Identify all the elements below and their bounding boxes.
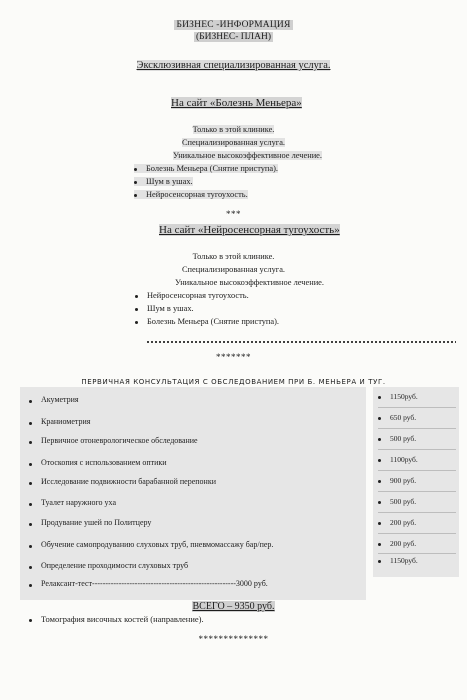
- bullet-dot-icon: [378, 459, 381, 462]
- service-name: Краниометрия: [41, 417, 91, 426]
- price-divider: [378, 553, 456, 554]
- service-name: Релаксант-тест------------------------------------------------------3000 руб.: [41, 579, 268, 588]
- price-value: 200 руб.: [390, 539, 417, 548]
- price-divider: [378, 512, 456, 513]
- bullet-dot-icon: [134, 181, 137, 184]
- section1-title: На сайт «Болезнь Меньера»: [171, 97, 302, 109]
- bullet-dot-icon: [135, 308, 138, 311]
- bullet-dot-icon: [378, 522, 381, 525]
- header-title: БИЗНЕС -ИНФОРМАЦИЯ: [176, 20, 291, 30]
- bullet-dot-icon: [29, 441, 32, 444]
- bullet-dot-icon: [134, 194, 137, 197]
- service-name: Определение проходимости слуховых труб: [41, 561, 189, 570]
- service-name: Отоскопия с использованием оптики: [41, 458, 167, 467]
- dotted-divider: [146, 341, 456, 343]
- section1-bullet-3: Нейросенсорная тугоухость.: [134, 189, 248, 201]
- bullet-dot-icon: [378, 560, 381, 563]
- price-row: [378, 518, 416, 527]
- section1-line-3: Уникальное высокоэффективное лечение.: [173, 151, 322, 160]
- service-row: [29, 579, 268, 588]
- price-row: [378, 392, 418, 401]
- service-row: [29, 561, 188, 570]
- price-divider: [378, 533, 456, 534]
- section1-line-2: Специализированная услуга.: [181, 138, 286, 147]
- service-row: [29, 518, 151, 527]
- price-divider: [378, 449, 456, 450]
- bullet-dot-icon: [378, 417, 381, 420]
- price-row: [378, 434, 416, 443]
- bullet-dot-icon: [29, 545, 32, 548]
- service-row: [29, 477, 216, 486]
- service-row: [29, 498, 116, 507]
- section2-bullet-1: Нейросенсорная тугоухость.: [135, 290, 249, 302]
- price-row: [378, 476, 416, 485]
- bullet-dot-icon: [378, 501, 381, 504]
- bullet-dot-icon: [29, 482, 32, 485]
- price-row: [378, 497, 416, 506]
- section2-title: На сайт «Нейросенсорная тугоухость»: [159, 224, 340, 236]
- section2-bullet-2: Шум в ушах.: [135, 303, 194, 315]
- bullet-dot-icon: [29, 400, 32, 403]
- bullet-dot-icon: [29, 566, 32, 569]
- service-row: [29, 417, 90, 426]
- service-row: [29, 395, 79, 404]
- service-name: Акуметрия: [41, 395, 79, 404]
- price-value: 200 руб.: [390, 518, 417, 527]
- section1-bullet-2: Шум в ушах.: [134, 176, 193, 188]
- separator-stars-1: ***: [226, 209, 241, 219]
- service-name: Первичное отоневрологическое обследование: [41, 436, 198, 445]
- service-name: Продувание ушей по Политцеру: [41, 518, 152, 527]
- bullet-dot-icon: [134, 168, 137, 171]
- bullet-dot-icon: [135, 295, 138, 298]
- service-name: Туалет наружного уха: [41, 498, 116, 507]
- bullet-dot-icon: [378, 543, 381, 546]
- section2-line-2: Специализированная услуга.: [181, 265, 286, 274]
- section2-line-1: Только в этой клинике.: [192, 252, 275, 261]
- bullet-dot-icon: [29, 422, 32, 425]
- service-row: [29, 458, 167, 467]
- price-row: [378, 539, 416, 548]
- separator-stars-2: *******: [216, 352, 251, 362]
- bullet-dot-icon: [29, 523, 32, 526]
- document-subtitle: Эксклюзивная специализированная услуга.: [136, 60, 331, 71]
- bullet-dot-icon: [378, 480, 381, 483]
- price-divider: [378, 428, 456, 429]
- section1-line-1: Только в этой клинике.: [192, 125, 275, 134]
- bullet-dot-icon: [135, 321, 138, 324]
- price-value: 1150руб.: [390, 556, 418, 565]
- price-row: [378, 413, 416, 422]
- price-value: 900 руб.: [390, 476, 417, 485]
- bullet-dot-icon: [29, 619, 32, 622]
- bullet-dot-icon: [378, 396, 381, 399]
- section1-bullet-1: Болезнь Меньера (Снятие приступа).: [134, 163, 278, 175]
- service-row: [29, 540, 273, 549]
- bullet-dot-icon: [29, 463, 32, 466]
- price-divider: [378, 407, 456, 408]
- price-value: 650 руб.: [390, 413, 417, 422]
- price-value: 1100руб.: [390, 455, 418, 464]
- service-name: Обучение самопродуванию слуховых труб, пневмомассажу бар/пер.: [41, 540, 274, 549]
- table-title: ПЕРВИЧНАЯ КОНСУЛЬТАЦИЯ С ОБСЛЕДОВАНИЕМ ПРИ Б. МЕНЬЕРА И ТУГ.: [81, 378, 386, 386]
- header-subtitle: (БИЗНЕС- ПЛАН): [196, 32, 271, 42]
- bullet-dot-icon: [29, 584, 32, 587]
- total-sum: ВСЕГО – 9350 руб.: [192, 601, 275, 612]
- separator-stars-3: **************: [198, 634, 269, 644]
- bullet-dot-icon: [29, 503, 32, 506]
- price-value: 500 руб.: [390, 497, 417, 506]
- price-row: [378, 455, 418, 464]
- service-row: [29, 436, 198, 445]
- price-divider: [378, 491, 456, 492]
- price-value: 500 руб.: [390, 434, 417, 443]
- price-divider: [378, 470, 456, 471]
- final-item: Томография височных костей (направление).: [29, 614, 204, 624]
- section2-line-3: Уникальное высокоэффективное лечение.: [175, 278, 324, 287]
- service-name: Исследование подвижности барабанной перепонки: [41, 477, 216, 486]
- section2-bullet-3: Болезнь Меньера (Снятие приступа).: [135, 316, 279, 328]
- price-row: [378, 556, 418, 565]
- price-value: 1150руб.: [390, 392, 418, 401]
- bullet-dot-icon: [378, 438, 381, 441]
